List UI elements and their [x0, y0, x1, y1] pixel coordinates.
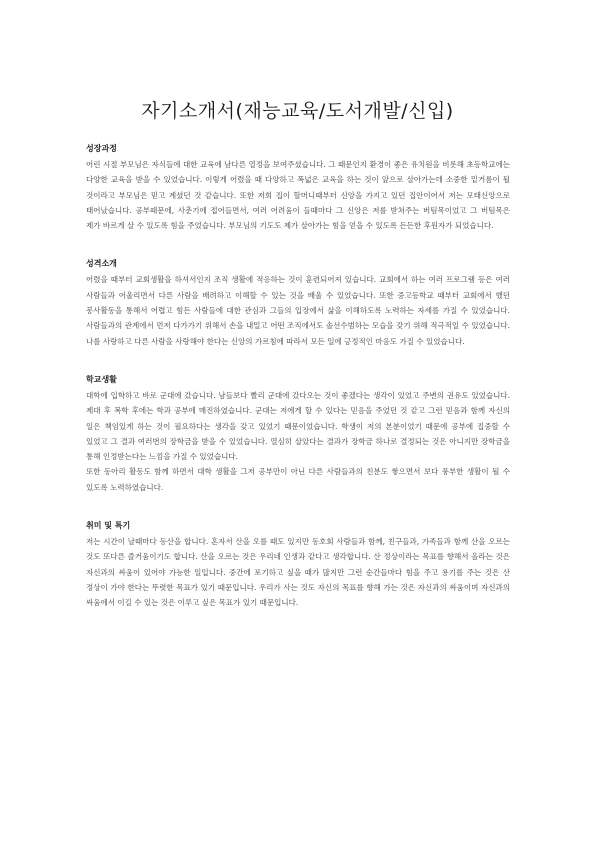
- section-heading-hobbies: 취미 및 특기: [86, 521, 131, 531]
- document-body: [86, 142, 510, 635]
- section-growth: [86, 142, 510, 233]
- section-heading-school-life: 학교생활: [86, 374, 117, 384]
- paragraph-school-life-2: 또한 동아리 활동도 함께 하면서 대학 생활을 그저 공부만이 아닌 다른 사람들과의 친분도 쌓으면서 보다 풍부한 생활이 될 수 있도록 노력하였습니다.: [86, 467, 510, 492]
- paragraph-growth-1: 어린 시절 부모님은 자식들에 대한 교육에 남다른 열정을 보여주셨습니다. 그 때문인지 환경이 좋은 유치원을 비롯해 초등학교에는 다양한 교육을 받을 수 있었습니다. 이렇게 어렸을 때 다양하고 폭넓은 교육을 하는 것이 앞으로 살아가는데 소중한 밑거름이 될 것이라고 부모님은 믿고 계셨던 것 같습니다. 또한 저희 집이 할머니때부터 신앙을 가지고 있던 집안이어서 저는 모태신앙으로 태어났습니다. 공부때문에, 사춘기에 접어들면서, 여러 어려움이 들때마다 그 신앙은 저를 받쳐주는 버팀목이었고 그 버팀목은 제가 바르게 살 수 있도록 힘을 주었습니다. 부모님의 기도도 제가 살아가는 힘을 얻을 수 있도록 든든한 후원자가 되었습니다.: [86, 160, 510, 231]
- section-heading-growth: 성장과정: [86, 144, 117, 153]
- section-hobbies: [86, 519, 510, 610]
- paragraph-school-life-1: 대학에 입학하고 바로 군대에 갔습니다. 남들보다 빨리 군대에 갔다오는 것이 좋겠다는 생각이 있었고 주변의 권유도 있었습니다. 제대 후 복학 후에는 학과 공부에 매진하였습니다. 군대는 저에게 할 수 있다는 믿음을 주었던 것 같고 그런 믿음과 함께 자신의 일은 책임있게 하는 것이 필요하다는 생각을 갖고 있었기 때문이었습니다. 학생이 저의 본분이었기 때문에 공부에 집중할 수 있었고 그 결과 여러번의 장학금을 받을 수 있었습니다. 열심히 살았다는 결과가 장학금 하나로 결정되는 것은 아니지만 장학금을 통해 인정받는다는 느낌을 가질 수 있었습니다.: [86, 390, 510, 462]
- section-school-life: [86, 373, 510, 495]
- page-title: 자기소개서(재능교육/도서개발/신입): [141, 100, 454, 122]
- paragraph-hobbies-1: 저는 시간이 날때마다 등산을 합니다. 혼자서 산을 오를 때도 있지만 동호회 사람들과 함께, 친구들과, 가족들과 함께 산을 오르는 것도 또다른 즐거움이기도 합니다. 산을 오르는 것은 우리네 인생과 같다고 생각합니다. 산 정상이라는 목표를 향해서 올라는 것은 자신과의 싸움이 있어야 가능한 일입니다. 중간에 포기하고 싶을 때가 많지만 그런 순간들마다 힘을 주고 용기를 주는 것은 산 정상이 가야 한다는 뚜렷한 목표가 있기 때문입니다. 우리가 사는 것도 자신의 목표를 향해 가는 것은 자신과의 싸움이며 자신과의 싸움에서 이길 수 있는 것은 이루고 싶은 목표가 있기 때문입니다.: [86, 537, 510, 608]
- section-heading-personality: 성격소개: [86, 259, 117, 269]
- section-personality: [86, 257, 510, 348]
- paragraph-personality-1: 어렸을 때부터 교회생활을 하셔서인지 조직 생활에 적응하는 것이 훈련되어져 있습니다. 교회에서 하는 여러 프로그램 등은 여러 사람들과 어울리면서 다른 사람을 배려하고 이해할 수 있는 것을 배울 수 있었습니다. 또한 중고등학교 때부터 교회에서 했던 봉사활동을 통해서 어렵고 힘든 사람들에 대한 관심과 그들의 입장에서 삶을 이해하도록 노력하는 자세를 가질 수 있었습니다. 사람들과의 관계에서 먼저 다가가기 위해서 손을 내밀고 어떤 조직에서도 솔선수범하는 모습을 갖기 위해 적극적일 수 있었습니다. 나를 사랑하고 다른 사람을 사랑해야 한다는 신앙의 가르침에 따라서 모든 일에 긍정적인 마음도 가질 수 있었습니다.: [86, 275, 510, 346]
